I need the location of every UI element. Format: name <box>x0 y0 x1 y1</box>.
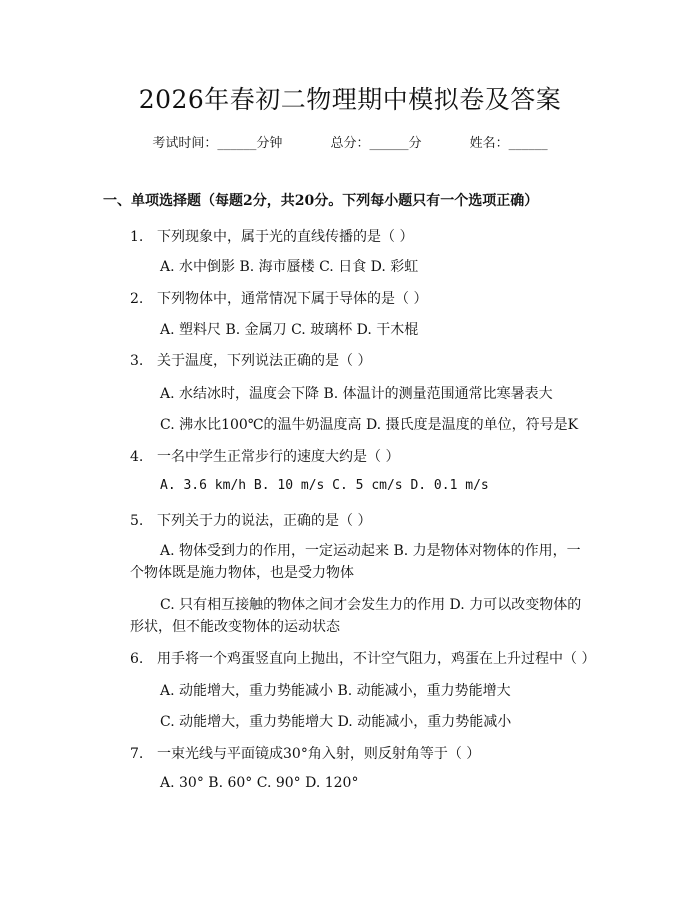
question-number: 5. <box>130 513 144 529</box>
question-7-options: A. 30° B. 60° C. 90° D. 120° <box>160 775 359 791</box>
exam-time-field: 考试时间：______分钟 <box>152 136 283 151</box>
question-6-options-cd: C. 动能增大，重力势能增大 D. 动能减小，重力势能减小 <box>160 714 512 730</box>
question-1-options: A. 水中倒影 B. 海市蜃楼 C. 日食 D. 彩虹 <box>160 259 419 275</box>
question-5-options-cd: C. 只有相互接触的物体之间才会发生力的作用 D. 力可以改变物体的形状，但不能改变物体的运动状态 <box>130 597 582 635</box>
page-title: 2026年春初二物理期中模拟卷及答案 <box>138 85 562 114</box>
question-stem: 下列现象中，属于光的直线传播的是（ ） <box>157 229 414 245</box>
question-4 <box>130 446 399 466</box>
question-6-options-ab: A. 动能增大，重力势能减小 B. 动能减小，重力势能增大 <box>160 683 511 699</box>
question-5 <box>130 510 371 530</box>
question-stem: 下列物体中，通常情况下属于导体的是（ ） <box>157 291 428 307</box>
question-7 <box>130 743 480 763</box>
question-6 <box>130 648 595 668</box>
section-heading: 一、单项选择题（每题2分，共20分。下列每小题只有一个选项正确） <box>103 193 539 209</box>
question-stem: 一束光线与平面镜成30°角入射，则反射角等于（ ） <box>157 746 481 762</box>
question-3 <box>130 350 371 370</box>
question-4-options: A. 3.6 km/h B. 10 m/s C. 5 cm/s D. 0.1 m/s <box>160 478 489 493</box>
question-number: 3. <box>130 353 144 369</box>
question-3-options-cd: C. 沸水比100℃的温牛奶温度高 D. 摄氏度是温度的单位，符号是K <box>160 417 579 433</box>
question-2 <box>130 288 427 308</box>
question-stem: 一名中学生正常步行的速度大约是（ ） <box>157 449 400 465</box>
question-stem: 关于温度，下列说法正确的是（ ） <box>157 353 372 369</box>
question-number: 7. <box>130 746 144 762</box>
question-1 <box>130 226 413 246</box>
question-3-options-ab: A. 水结冰时，温度会下降 B. 体温计的测量范围通常比寒暑表大 <box>160 386 553 402</box>
question-number: 4. <box>130 449 144 465</box>
question-number: 2. <box>130 291 144 307</box>
name-field: 姓名：______ <box>469 136 548 151</box>
total-score-field: 总分：______分 <box>330 136 422 151</box>
question-stem: 用手将一个鸡蛋竖直向上抛出，不计空气阻力，鸡蛋在上升过程中（ ） <box>157 651 596 667</box>
question-2-options: A. 塑料尺 B. 金属刀 C. 玻璃杯 D. 干木棍 <box>160 322 419 338</box>
question-number: 6. <box>130 651 144 667</box>
question-stem: 下列关于力的说法，正确的是（ ） <box>157 513 372 529</box>
question-5-options-ab: A. 物体受到力的作用，一定运动起来 B. 力是物体对物体的作用，一个物体既是施力物体，也是受力物体 <box>130 543 581 581</box>
exam-meta <box>0 132 700 151</box>
question-number: 1. <box>130 229 144 245</box>
